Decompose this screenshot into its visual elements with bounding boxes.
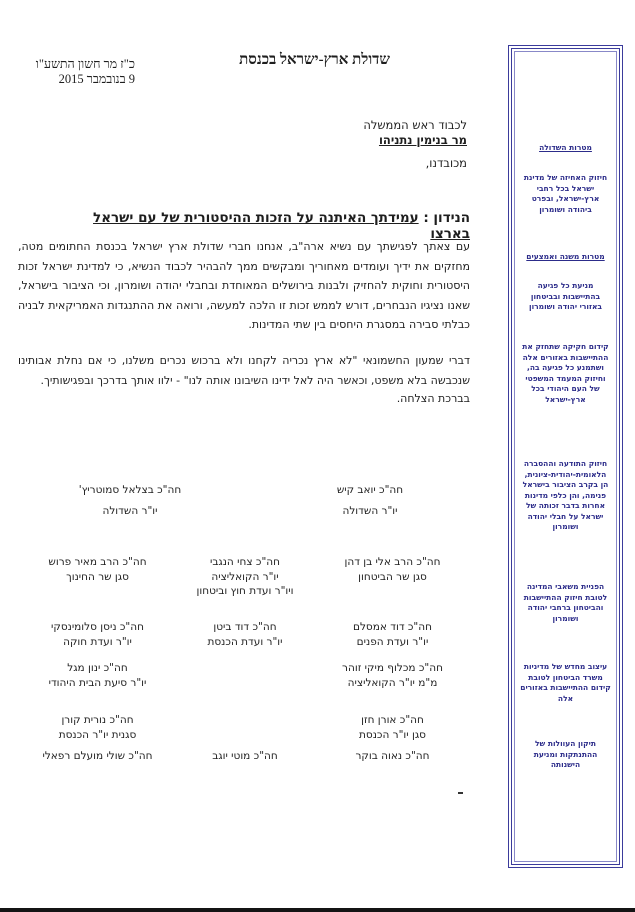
subject-text: עמידתך האיתנה על הזכות ההיסטורית של עם ישראל בארצו (93, 210, 470, 242)
signature-name: חה"כ נאוה בוקר (355, 750, 430, 762)
signature-name: חה"כ צחי הנגבי (209, 556, 281, 568)
sidebar-goals-box (508, 45, 623, 868)
bottom-edge-rule (0, 908, 635, 912)
addressee-title: לכבוד ראש הממשלה (363, 118, 467, 132)
date-block (30, 57, 135, 87)
signature-name: חה"כ בצלאל סמוטריץ' (78, 484, 182, 496)
signature-title: יו"ר השדולה (102, 504, 158, 517)
signature-block (180, 555, 310, 599)
signature-name: חה"כ דוד ביטן (213, 621, 277, 633)
date-hebrew: כ"ז מר חשון התשע"ו (35, 57, 135, 71)
signature-name: חה"כ שולי מועלם רפאלי (42, 750, 153, 762)
signature-name: חה"כ דוד אמסלם (352, 621, 432, 633)
signature-title: יו"ר השדולה (342, 504, 398, 517)
signature-title-2: ויו"ר ועדת חוץ וביטחון (196, 585, 294, 597)
addressee (300, 118, 467, 148)
body-paragraph-1: עם צאתך לפגישתך עם נשיא ארה"ב, אנחנו חברי שדולת ארץ ישראל בכנסת החתומים מטה, מחזקים את ידיך ועומדים מאחוריך ומבקשים ממך להבהיר לכבוד הנשיא, כי למדינת ישראל זכות היסטורית וחוקית להחזיק ולבנות בירושלים המאוחדת ובחבלי יהודה ושומרון, וכי הציבור בישראל, שאנו נציגיו הנבחרים, דורש לממש זכות זו הלכה למעשה, ורואה את ההתנגדות האמריקאית לבניה כבלתי סבירה במסגרת היחסים בין שתי המדינות. (18, 240, 470, 331)
signature-block (310, 483, 430, 518)
signature-block (330, 555, 455, 584)
signature-name: חה"כ יואב קיש (336, 484, 404, 496)
signature-name: חה"כ הרב מאיר פרוש (48, 556, 147, 568)
signature-block (35, 620, 160, 649)
signature-title: סגנית יו"ר הכנסת (58, 728, 137, 741)
stray-dash-mark (458, 792, 463, 794)
signature-title: יו"ר סיעת הבית היהודי (48, 676, 147, 689)
sidebar-heading-goals: מטרות השדולה (539, 143, 592, 152)
greeting: מכובדנו, (425, 156, 467, 170)
closing: בברכת הצלחה. (396, 392, 470, 405)
sidebar-item-prevent-harm: מניעת כל פגיעה בהתיישבות ובביטחון באזורי יהודה ושומרון (529, 281, 602, 311)
signature-title: סגן שר הביטחון (358, 570, 427, 583)
signature-name: חה"כ מכלוף מיקי זוהר (342, 662, 443, 674)
body-paragraph-2 (18, 351, 470, 407)
signature-block (325, 661, 460, 690)
signature-title: מ"מ יו"ר הקואליציה (347, 676, 438, 689)
signature-block (35, 555, 160, 584)
signature-name: חה"כ הרב אלי בן דהן (344, 556, 441, 568)
org-title: שדולת ארץ-ישראל בכנסת (239, 52, 390, 68)
sidebar-item-defense-policy: עיצוב מחדש של מדיניות משרד הביטחון לטובת קידום ההתיישבות באזורים אלה (520, 662, 611, 703)
signature-block (35, 749, 160, 764)
signature-block (65, 483, 195, 518)
signature-block (330, 713, 455, 742)
sidebar-heading-subgoals: מטרות משנה ואמצעים (526, 252, 605, 261)
signature-name: חה"כ מוטי יוגב (212, 750, 278, 762)
date-gregorian: 9 בנובמבר 2015 (58, 72, 135, 86)
signature-name: חה"כ ניסן סלומינסקי (51, 621, 144, 633)
subject-label: הנידון : (423, 210, 470, 226)
signature-name: חה"כ ינון מגל (67, 662, 128, 674)
signature-title: יו"ר ועדת חוקה (63, 635, 132, 648)
sidebar-item-awareness: חיזוק התודעה וההסברה הלאומית-יהודית-ציונית, הן בקרב הציבור בישראל פנימה, והן כלפי מדינות אחרות בדבר זכותה של ישראל על חבלי יהודה ושומרון (522, 459, 609, 531)
sidebar-item-disengagement: תיקון העוולות של ההתנתקות ומניעת הישנותה (533, 739, 598, 769)
signature-block (35, 661, 160, 690)
signature-title: יו"ר הקואליציה (211, 570, 279, 583)
sidebar-goal-main: חיזוק האחיזה של מדינת ישראל בכל רחבי ארץ-ישראל, ובפרט ביהודה ושומרון (523, 173, 608, 214)
signature-block (330, 620, 455, 649)
signature-block (180, 749, 310, 764)
signature-name: חה"כ אורן חזן (361, 714, 424, 726)
sidebar-item-resources: הפניית משאבי המדינה לטובת חיזוק ההתיישבות והביטחון ברחבי יהודה ושומרון (523, 582, 608, 623)
signature-block (35, 713, 160, 742)
signature-block (180, 620, 310, 649)
signature-title: יו"ר ועדת הכנסת (207, 635, 283, 648)
signature-block (330, 749, 455, 764)
signature-title: סגן יו"ר הכנסת (359, 728, 426, 741)
sidebar-item-legislation: קידום חקיקה שתחזק את ההתיישבות באזורים אלה ושתמנע כל פגיעה בה, וחיזוק המעמד המשפטי של העם היהודי בכל ארץ-ישראל (522, 342, 609, 404)
quote-text: דברי שמעון החשמונאי "לא ארץ נכריה לקחנו ולא ברכוש נכרים משלנו, כי אם נחלת אבותינו שנכבשה בלא משפט, וכאשר היה לאל ידינו השיבונו אותה לנו" - ילוו אותך בדרכך ובפגישותיך. (18, 354, 470, 387)
signature-title: סגן שר החינוך (66, 570, 129, 583)
addressee-name: מר בנימין נתניהו (378, 133, 467, 147)
signature-name: חה"כ נורית קורן (61, 714, 134, 726)
signature-title: יו"ר ועדת הפנים (356, 635, 429, 648)
